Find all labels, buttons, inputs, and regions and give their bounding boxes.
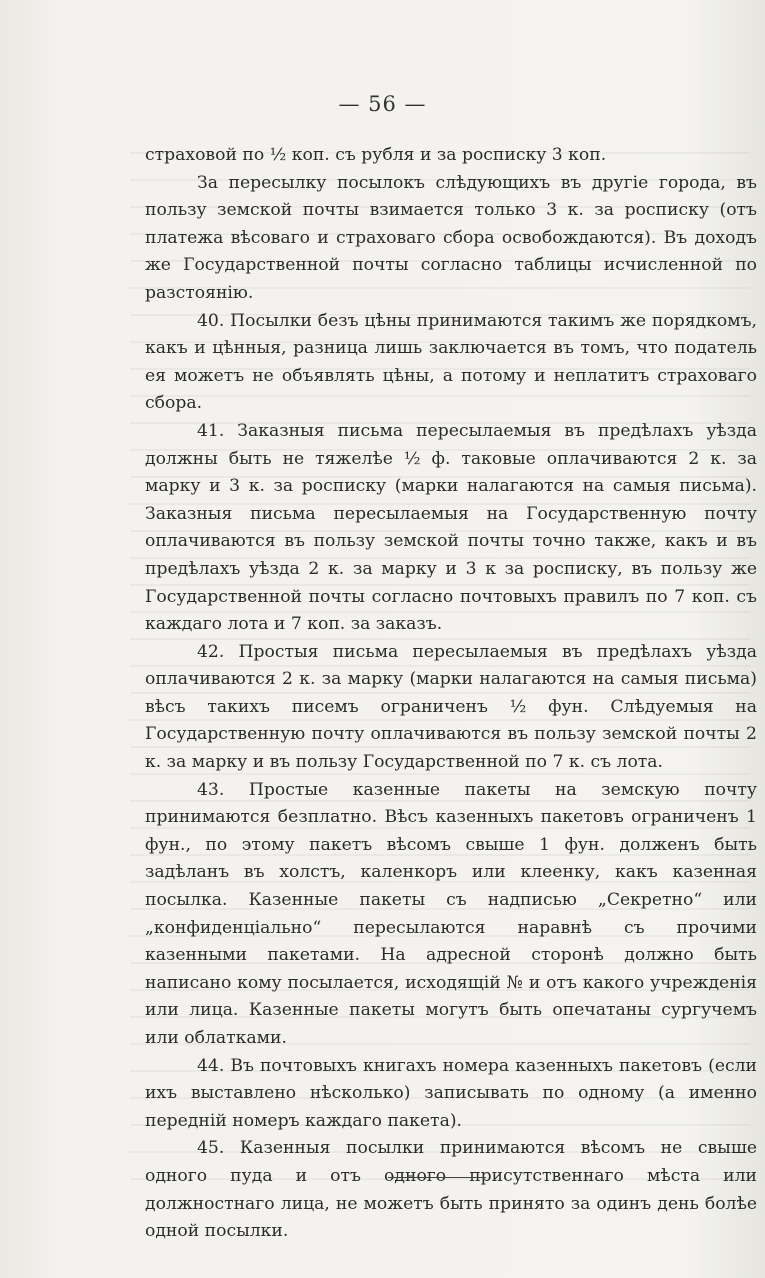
body-text xyxy=(145,142,757,1246)
page-number: — 56 — xyxy=(338,92,427,116)
paragraph-40: 40. Посылки безъ цѣны принимаются такимъ же порядкомъ, какъ и цѣнныя, разница лишь заключается въ томъ, что податель ея можетъ не объявлять цѣны, а потому и неплатитъ страховаго сбора. xyxy=(145,310,757,414)
paragraph-43: 43. Простые казенные пакеты на земскую почту принимаются безплатно. Вѣсъ казенныхъ пакетовъ ограниченъ 1 фун., по этому пакетъ вѣсомъ свыше 1 фун. долженъ быть задѣланъ въ холстъ, каленкоръ или клеенку, какъ казенная посылка. Казенные пакеты съ надписью „Секретно“ или „конфиденціально“ пересылаются наравнѣ съ прочими казенными пакетами. На адресной сторонѣ должно быть написано кому посылается, исходящій № и отъ какого учрежденія или лица. Казенные пакеты могутъ быть опечатаны сургучемъ или облатками. xyxy=(145,779,757,1048)
paragraph-continuation: страховой по ½ коп. съ рубля и за росписку 3 коп. xyxy=(145,145,607,165)
paragraph-44: 44. Въ почтовыхъ книгахъ номера казенныхъ пакетовъ (если ихъ выставлено нѣсколько) записывать по одному (а именно передній номеръ каждаго пакета). xyxy=(145,1055,757,1131)
closing-rule xyxy=(388,1177,486,1178)
paragraph-41: 41. Заказныя письма пересылаемыя въ предѣлахъ уѣзда должны быть не тяжелѣе ½ ф. таковые оплачиваются 2 к. за марку и 3 к. за росписку (марки налагаются на самыя письма). Заказныя письма пересылаемыя на Государственную почту оплачиваются въ пользу земской почты точно также, какъ и въ предѣлахъ уѣзда 2 к. за марку и 3 к за росписку, въ пользу же Государственной почты согласно почтовыхъ правилъ по 7 коп. съ каждаго лота и 7 коп. за заказъ. xyxy=(145,420,757,635)
paragraph-parcels-other-towns: За пересылку посылокъ слѣдующихъ въ другіе города, въ пользу земской почты взимается только 3 к. за росписку (отъ платежа вѣсоваго и страховаго сбора освобождаются). Въ доходъ же Государственной почты согласно таблицы исчисленной по разстоянію. xyxy=(145,172,757,303)
paragraph-45: 45. Казенныя посылки принимаются вѣсомъ не свыше одного пуда и отъ одного присутственнаго мѣста или должностнаго лица, не можетъ быть принято за одинъ день болѣе одной посылки. xyxy=(145,1138,757,1242)
paragraph-42: 42. Простыя письма пересылаемыя въ предѣлахъ уѣзда оплачиваются 2 к. за марку (марки налагаются на самыя письма) вѣсъ такихъ писемъ ограниченъ ½ фун. Слѣдуемыя на Государственную почту оплачиваются въ пользу земской почты 2 к. за марку и въ пользу Государственной по 7 к. съ лота. xyxy=(145,641,757,773)
